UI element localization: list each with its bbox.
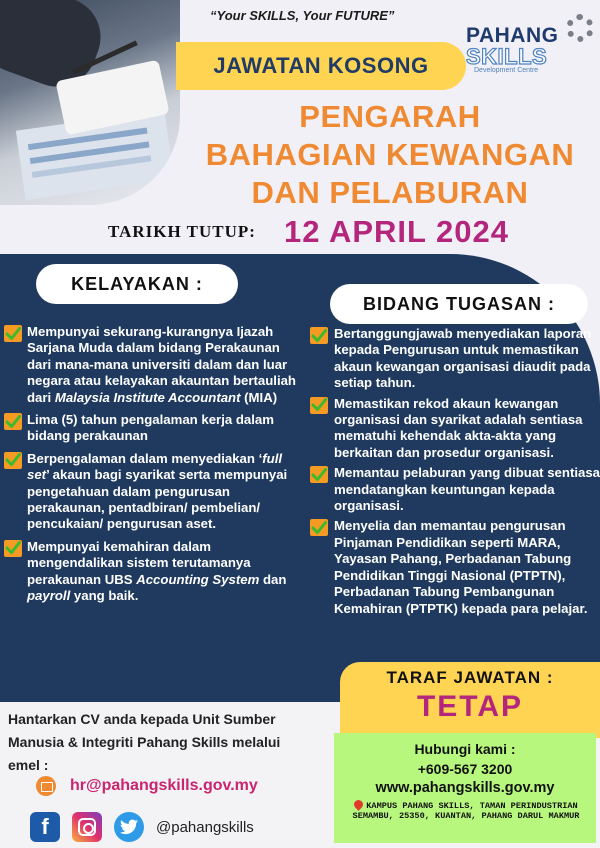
status-label: TARAF JAWATAN : bbox=[386, 668, 554, 687]
qualifications-item-text: Accounting System bbox=[136, 571, 260, 587]
qualifications-item-text: Berpengalaman dalam menyediakan ‘ bbox=[27, 450, 263, 466]
qualifications-item-text: payroll bbox=[27, 588, 71, 604]
checkmark-icon bbox=[310, 327, 328, 344]
checkmark-icon bbox=[310, 466, 328, 483]
position-title-line: PENGARAH bbox=[299, 99, 481, 134]
duties-item-text: Memastikan rekod akaun kewangan organisasi dan syarikat adalah sentiasa mematuhi kehendak akta-akta yang berkaitan dan prosedur organisasi. bbox=[334, 395, 583, 460]
checkmark-icon bbox=[4, 540, 22, 557]
qualifications-item bbox=[4, 451, 304, 533]
deadline-label: TARIKH TUTUP: bbox=[108, 222, 256, 241]
duties-item-text: Memantau pelaburan yang dibuat sentiasa mendatangkan keuntungan kepada organisasi. bbox=[334, 465, 600, 514]
qualifications-heading: KELAYAKAN : bbox=[36, 264, 238, 304]
logo-line2: SKILLS bbox=[466, 44, 548, 69]
contact-title: Hubungi kami : bbox=[414, 741, 516, 757]
qualifications-item bbox=[4, 539, 304, 605]
duties-item-text: Menyelia dan memantau pengurusan Pinjaman Pendidikan seperti MARA, Yayasan Pahang, Perbadanan Tabung Pendidikan Tinggi Nasional (PTPTN), Perbadanan Tabung Pembangunan Kemahiran (PTPTK) kepada para pelajar. bbox=[334, 518, 588, 616]
qualifications-item-text: Malaysia Institute Accountant bbox=[54, 389, 241, 405]
pahang-skills-logo bbox=[466, 20, 596, 74]
location-pin-icon bbox=[352, 798, 365, 811]
address-text: KAMPUS PAHANG SKILLS, TAMAN PERINDUSTRIAN SEMAMBU, 25350, KUANTAN, PAHANG DARUL MAKMUR bbox=[352, 801, 580, 821]
accountant-photo bbox=[0, 0, 180, 205]
logo-line1: PAHANG bbox=[466, 24, 559, 47]
vacancy-banner: JAWATAN KOSONG bbox=[176, 42, 466, 90]
qualifications-item-text: full set bbox=[27, 450, 283, 483]
logo-line3: Development Centre bbox=[474, 67, 539, 74]
qualifications-item-text: yang baik. bbox=[70, 588, 139, 604]
position-title-line: DAN PELABURAN bbox=[251, 175, 529, 210]
checkmark-icon bbox=[310, 397, 328, 414]
qualifications-item bbox=[4, 324, 304, 406]
email-link[interactable]: hr@pahangskills.gov.my bbox=[70, 777, 258, 794]
email-row bbox=[36, 776, 258, 796]
duties-heading: BIDANG TUGASAN : bbox=[330, 284, 588, 324]
duties-item bbox=[310, 396, 600, 462]
qualifications-item-text: Mempunyai kemahiran dalam mengendalikan sistem terutamanya perakaunan UBS bbox=[27, 538, 251, 587]
twitter-icon[interactable] bbox=[114, 812, 144, 842]
instagram-icon[interactable] bbox=[72, 812, 102, 842]
email-icon bbox=[36, 776, 56, 796]
contact-phone: +609-567 3200 bbox=[417, 761, 513, 777]
duties-item bbox=[310, 326, 600, 392]
duties-item bbox=[310, 518, 600, 616]
duties-item bbox=[310, 465, 600, 514]
checkmark-icon bbox=[4, 452, 22, 469]
qualifications-item bbox=[4, 412, 304, 445]
facebook-icon[interactable]: f bbox=[30, 812, 60, 842]
submission-instructions: Hantarkan CV anda kepada Unit Sumber Manusia & Integriti Pahang Skills melalui emel : bbox=[8, 711, 281, 773]
deadline-date: 12 APRIL 2024 bbox=[284, 214, 509, 249]
duties-list bbox=[310, 326, 600, 621]
position-title-line: BAHAGIAN KEWANGAN bbox=[205, 137, 575, 172]
social-handle: @pahangskills bbox=[156, 818, 254, 836]
contact-address bbox=[348, 800, 584, 821]
qualifications-item-text: ’ akaun bagi syarikat serta mempunyai pengetahuan dalam pengurusan perakaunan, pentadbiran/ pembelian/ pencukaian/ pengurusan aset. bbox=[27, 467, 288, 532]
status-value: TETAP bbox=[416, 690, 524, 723]
qualifications-item-text: dan bbox=[259, 571, 287, 587]
duties-item-text: Bertanggungjawab menyediakan laporan kepada Pengurusan untuk memastikan akaun kewangan organisasi diaudit pada setiap tahun. bbox=[334, 326, 592, 391]
checkmark-icon bbox=[310, 519, 328, 536]
qualifications-list bbox=[4, 324, 304, 611]
qualifications-item-text: Mempunyai sekurang-kurangnya Ijazah Sarjana Muda dalam bidang Perakaunan dari mana-mana universiti dalam dan luar negara atau kelayakan akauntan bertauliah dari bbox=[27, 324, 296, 405]
checkmark-icon bbox=[4, 325, 22, 342]
position-title bbox=[180, 98, 600, 212]
qualifications-item-text: (MIA) bbox=[240, 389, 278, 405]
contact-website[interactable]: www.pahangskills.gov.my bbox=[375, 780, 555, 796]
checkmark-icon bbox=[4, 413, 22, 430]
social-row bbox=[30, 812, 254, 842]
gear-icon bbox=[566, 14, 594, 42]
qualifications-item-text: Lima (5) tahun pengalaman kerja dalam bidang perakaunan bbox=[27, 412, 274, 444]
slogan: “Your SKILLS, Your FUTURE” bbox=[210, 8, 395, 23]
